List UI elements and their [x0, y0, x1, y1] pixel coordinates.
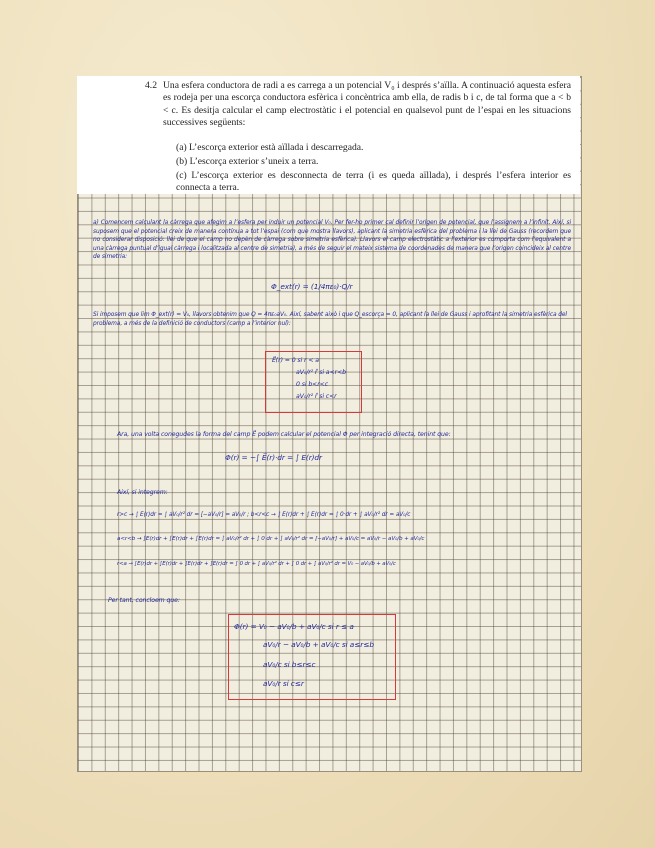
phi-ext-formula: Φ_ext(r) = (1/4πε₀)·Q/r	[271, 282, 353, 291]
potential-definition: Φ(r) = −∫ E⃗(r)·dr = ∫ E(r)dr	[225, 453, 322, 462]
problem-number: 4.2	[145, 80, 157, 91]
then-text: Ara, una volta conegudes la forma del camp E⃗ podem calcular el potencial Φ per integració directa, tenint que:	[117, 431, 451, 438]
potential-case-2: aV₀/r − aV₀/b + aV₀/c si a≤r≤b	[263, 640, 374, 649]
problem-statement	[77, 76, 580, 194]
potential-case-3: aV₀/c si b≤r≤c	[263, 660, 316, 669]
field-case-4: aV₀/r² r̂ si c<r	[296, 393, 337, 400]
case-a-r-b: a<r<b → ∫E(r)dr + ∫E(r)dr + ∫E(r)dr = ∫ aV₀/r² dr + ∫ 0 dr + ∫ aV₀/r² dr = [−aV₀/r] + aV₀/c = aV₀/r − aV₀/b + aV₀/c	[117, 536, 425, 542]
field-case-1: E⃗(r) = 0 si r < a	[272, 357, 319, 364]
potential-case-4: aV₀/r si c≤r	[263, 679, 304, 688]
problem-text: Una esfera conductora de radi a es carrega a un potencial V₀ i després s’aïlla. A continuació aquesta esfera es rodeja per una escorça conductora esfèrica i concèntrica amb ella, de radis b i c, de tal forma que a < b < c. Es desitja calcular el camp electrostàtic i el potencial en qualsevol punt de l’espai en les situacions successives següents:	[163, 80, 571, 129]
integrals-label: Així, si integrem:	[117, 489, 168, 496]
option-a: (a) L’escorça exterior està aïllada i descarregada.	[176, 142, 364, 153]
field-case-2: aV₀/r² r̂ si a<r<b	[296, 369, 346, 376]
case-r-lt-a: r<a → ∫E(r)dr + ∫E(r)dr + ∫E(r)dr + ∫E(r)dr = ∫ 0 dr + ∫ aV₀/r² dr + ∫ 0 dr + ∫ aV₀/r² dr = V₀ − aV₀/b + aV₀/c	[117, 561, 396, 567]
solution-intro: a) Comencem calculant la càrrega que afegim a l’esfera per induir un potencial V₀. Per fer-ho primer cal definir l’origen de potencial, que l’assignem a l’infinit. Així, si suposem que el potencial creix de manera contínua a tot l’espai (com que mostra llavors), aplicant la simetria esfèrica del problema i la llei de Gauss (recordem que no considerar disposició: llei de que el camp no depèn de càrrega sobre simetria esfèrica). Llavors el camp electrostàtic a l’exterior es comporta com l’equivalent a una càrrega puntual d’igual càrrega i localitzada al centre de simetria), a més de seguir el mateix sistema de coordenades de manera que l’origen coincideix al centre de simetria:	[93, 220, 571, 261]
conclusion-text: Per tant, concloem que:	[108, 597, 180, 604]
potential-case-1: Φ(r) = V₀ − aV₀/b + aV₀/c si r ≤ a	[234, 622, 354, 631]
field-case-3: 0 si b<r<c	[296, 381, 329, 388]
case-r-gt-c: r>c → ∫ E(r)dr = ∫ aV₀/r² dr = [−aV₀/r] = aV₀/r ; b<r<c → ∫ E(r)dr + ∫ E(r)dr = ∫ 0·dr + ∫ aV₀/r² dr = aV₀/c	[117, 512, 411, 518]
option-b: (b) L’escorça exterior s’uneix a terra.	[176, 156, 319, 167]
impose-text: Si imposem que lim Φ_ext(r) = V₀, llavors obtenim que Q = 4πε₀aV₀. Així, sabent això i que Q_escorça = 0, aplicant la llei de Gauss i aprofitant la simetria esfèrica del problema, a més de la definició de conductors (camp a l’interior nul):	[93, 312, 567, 327]
option-c: (c) L’escorça exterior es desconnecta de terra (i es queda aïllada), i després l’esfera interior es connecta a terra.	[176, 170, 571, 194]
